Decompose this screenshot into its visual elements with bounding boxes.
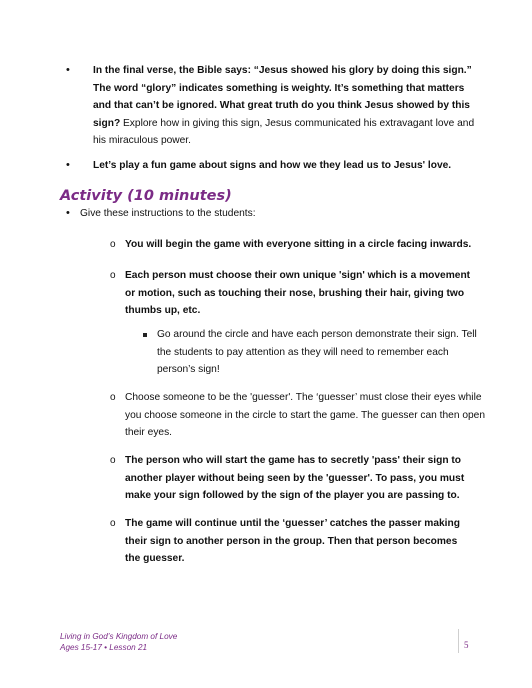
- step-continue: The game will continue until the ‘guesser’ catches the passer making their sign to another person in the group. Then that person becomes the guesser.: [125, 518, 460, 564]
- circle-bullet-icon: o: [110, 455, 116, 466]
- activity-heading: Activity (10 minutes): [60, 188, 232, 204]
- bullet-marker: •: [66, 207, 70, 219]
- step-choose-sign: Each person must choose their own unique 'sign' which is a movement or motion, such as touching their nose, brushing their hair, giving two thumbs up, etc.: [125, 270, 471, 316]
- bullet-game: Let’s play a fun game about signs and how we they lead us to Jesus' love.: [93, 160, 452, 171]
- step-demonstrate: Go around the circle and have each person demonstrate their sign. Tell the students to pay attention as they will need to remember each person’s sign!: [157, 329, 477, 375]
- step-guesser: Choose someone to be the 'guesser'. The ‘guesser’ must close their eyes while you choose someone in the circle to start the game. The guesser can then open their eyes.: [125, 392, 485, 438]
- circle-bullet-icon: o: [110, 518, 116, 529]
- step-pass-sign: The person who will start the game has to secretly 'pass' their sign to another player without being seen by the 'guesser'. To pass, you must make your sign followed by the sign of the player you are passing to.: [125, 455, 465, 501]
- activity-intro: Give these instructions to the students:: [80, 208, 256, 219]
- circle-bullet-icon: o: [110, 270, 116, 281]
- footer-title: Living in God’s Kingdom of Love: [60, 632, 178, 641]
- circle-bullet-icon: o: [110, 392, 116, 403]
- step-circle: You will begin the game with everyone sitting in a circle facing inwards.: [125, 239, 472, 250]
- square-bullet-icon: [143, 333, 147, 337]
- circle-bullet-icon: o: [110, 239, 116, 250]
- bullet-glory: [93, 62, 478, 150]
- footer-subtitle: Ages 15-17 • Lesson 21: [60, 643, 148, 652]
- bullet-marker: •: [66, 159, 70, 171]
- footer-divider: [458, 629, 459, 653]
- page-number: 5: [464, 640, 469, 650]
- bullet-glory-bold: In the final verse, the Bible says: “Jesus showed his glory by doing this sign.” The word “glory” indicates something is weighty. It’s something that matters and that can’t be ignored. What great truth do you think Jesus showed by this sign?: [93, 65, 472, 129]
- footer: [60, 631, 177, 653]
- bullet-glory-normal: Explore how in giving this sign, Jesus communicated his extravagant love and his miraculous power.: [93, 117, 475, 146]
- bullet-marker: •: [66, 64, 70, 76]
